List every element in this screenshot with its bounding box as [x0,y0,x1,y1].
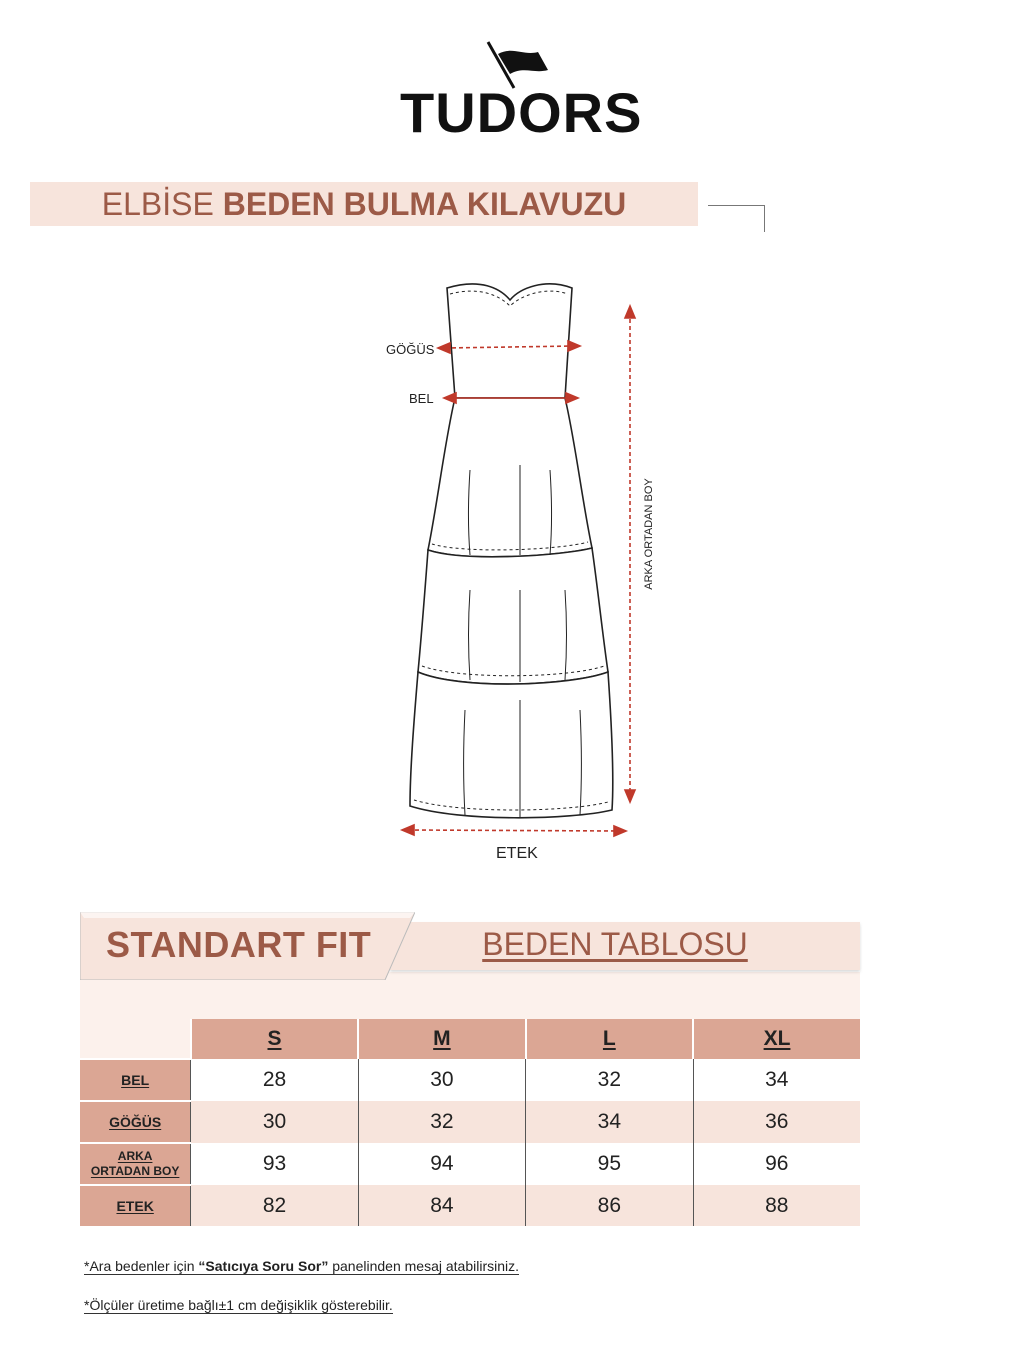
table-row [80,1185,860,1226]
size-header-s: S [191,1019,358,1059]
label-hem: ETEK [496,845,538,862]
row-label-line2: ORTADAN BOY [90,1164,180,1178]
cell-value: 82 [191,1185,358,1226]
label-back-length: ARKA ORTADAN BOY [643,478,655,590]
row-label-chest: GÖĞÜS [80,1101,191,1143]
size-table [80,1019,860,1226]
table-title: BEDEN TABLOSU [482,926,748,962]
size-header-xl: XL [693,1019,860,1059]
table-corner-cell [80,1019,191,1059]
cell-value: 36 [693,1101,860,1143]
table-row [80,1059,860,1101]
label-waist: BEL [409,391,434,406]
cell-value: 30 [358,1059,525,1101]
note-tolerance: *Ölçüler üretime bağlı±1 cm değişiklik gösterebilir. [84,1297,393,1313]
cell-value: 86 [526,1185,693,1226]
title-prefix: ELBİSE [101,186,214,222]
table-row [80,1143,860,1185]
size-header-l: L [526,1019,693,1059]
note1-part-b: “Satıcıya Soru Sor” [198,1258,329,1274]
cell-value: 34 [693,1059,860,1101]
cell-value: 94 [358,1143,525,1185]
dress-tier-2 [418,548,608,684]
row-label-back-length [80,1143,191,1185]
label-chest: GÖĞÜS [386,342,435,357]
cell-value: 32 [526,1059,693,1101]
brand-logo: TUDORS [400,81,643,144]
note-intermediate-sizes [84,1258,519,1275]
page-title [30,184,698,224]
note1-part-c: panelinden mesaj atabilirsiniz. [328,1258,520,1274]
dress-tier-1 [428,398,592,557]
cell-value: 96 [693,1143,860,1185]
table-row [80,1101,860,1143]
row-label-waist: BEL [80,1059,191,1101]
cell-value: 30 [191,1101,358,1143]
row-label-hem: ETEK [80,1185,191,1226]
cell-value: 28 [191,1059,358,1101]
title-main: BEDEN BULMA KILAVUZU [222,186,627,222]
cell-value: 32 [358,1101,525,1143]
cell-value: 84 [358,1185,525,1226]
corner-decoration [708,205,765,232]
table-header-row [80,1019,860,1059]
dress-diagram [370,270,670,870]
note1-part-a: *Ara bedenler için [84,1258,199,1274]
cell-value: 93 [191,1143,358,1185]
row-label-line1: ARKA [117,1149,153,1163]
dress-tier-3 [410,672,613,818]
fit-name: STANDART FIT [106,924,372,965]
dress-bodice [447,284,572,398]
cell-value: 95 [526,1143,693,1185]
cell-value: 34 [526,1101,693,1143]
size-header-m: M [358,1019,525,1059]
cell-value: 88 [693,1185,860,1226]
